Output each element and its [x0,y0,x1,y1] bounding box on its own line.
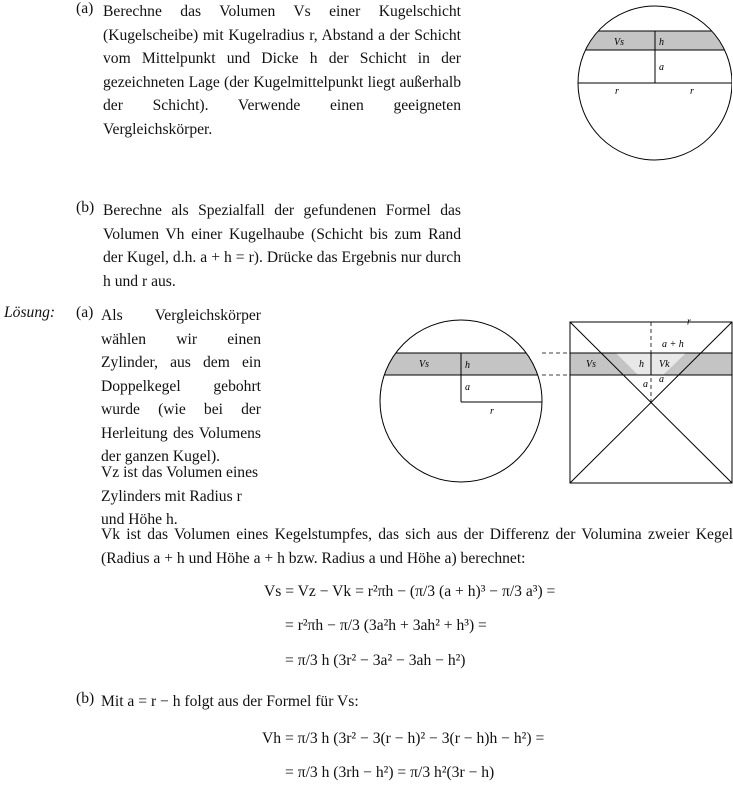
fig3-label-h: h [639,359,644,370]
equation-1-line-1: Vs = Vz − Vk = r²πh − (π/3 (a + h)³ − π/3 a³) = [264,583,556,600]
solution-a-label: (a) [76,304,94,321]
solution-b-label: (b) [76,690,95,707]
problem-b-text: Berechne als Spezialfall der gefundenen Formel das Volumen Vh einer Kugelhaube (Schicht bis zum Rand der Kugel, d.h. a + h = r). Drücke das Ergebnis nur durch h und r aus. [103,202,461,290]
problem-a-label: (a) [76,0,94,17]
fig1-label-r-right: r [690,86,694,97]
problem-a-text: Berechne das Volumen Vs einer Kugelschicht (Kugelscheibe) mit Kugelradius r, Abstand a der Schicht vom Mittelpunkt und Dicke h der Schicht in der gezeichneten Lage (der Kugelmittelpunkt liegt außerhalb der Schicht). Verwende einen geeigneten Vergleichskörper. [103,3,461,138]
fig3-label-vk: Vk [659,359,670,370]
figure-sphere-cylinder-comparison [377,318,733,490]
fig3-label-a-right: a [659,374,664,385]
fig2-label-a: a [465,382,470,393]
equation-2-line-1: Vh = π/3 h (3r² − 3(r − h)² − 3(r − h)h − h²) = [262,730,545,747]
fig3-label-vs: Vs [586,359,596,370]
equation-2-line-2: = π/3 h (3rh − h²) = π/3 h²(3r − h) [285,764,495,781]
problem-b-label: (b) [76,199,95,216]
fig2-label-r: r [490,406,494,417]
figure-sphere-layer [572,0,732,180]
fig3-label-r: r [687,318,691,328]
solution-a-text-2: Vz ist das Volumen eines Zylinders mit Radius r und Höhe h. [101,464,259,528]
fig1-label-a: a [659,62,664,73]
fig1-label-r-left: r [615,86,619,97]
solution-a-text-3: Vk ist das Volumen eines Kegelstumpfes, das sich aus der Differenz der Volumina zweier Kegel (Radius a + h und Höhe a + h bzw. Radius a und Höhe a) berechnet: [101,526,733,567]
equation-1-line-2: = r²πh − π/3 (3a²h + 3ah² + h³) = [285,617,487,634]
solution-a-text-1: Als Vergleichskörper wählen wir einen Zylinder, aus dem ein Doppelkegel gebohrt wurde (wie bei der Herleitung des Volumens der ganzen Kugel). [101,307,261,465]
fig2-label-h: h [465,360,470,371]
solution-heading: Lösung: [4,304,56,321]
solution-b-text: Mit a = r − h folgt aus der Formel für Vs: [101,693,359,710]
fig3-label-a-plus-h: a + h [662,339,684,350]
fig1-label-vs: Vs [614,37,624,48]
fig1-label-h: h [659,37,664,48]
fig3-label-a-left: a [643,379,648,390]
equation-1-line-3: = π/3 h (3r² − 3a² − 3ah − h²) [285,652,466,669]
fig2-label-vs: Vs [419,359,429,370]
